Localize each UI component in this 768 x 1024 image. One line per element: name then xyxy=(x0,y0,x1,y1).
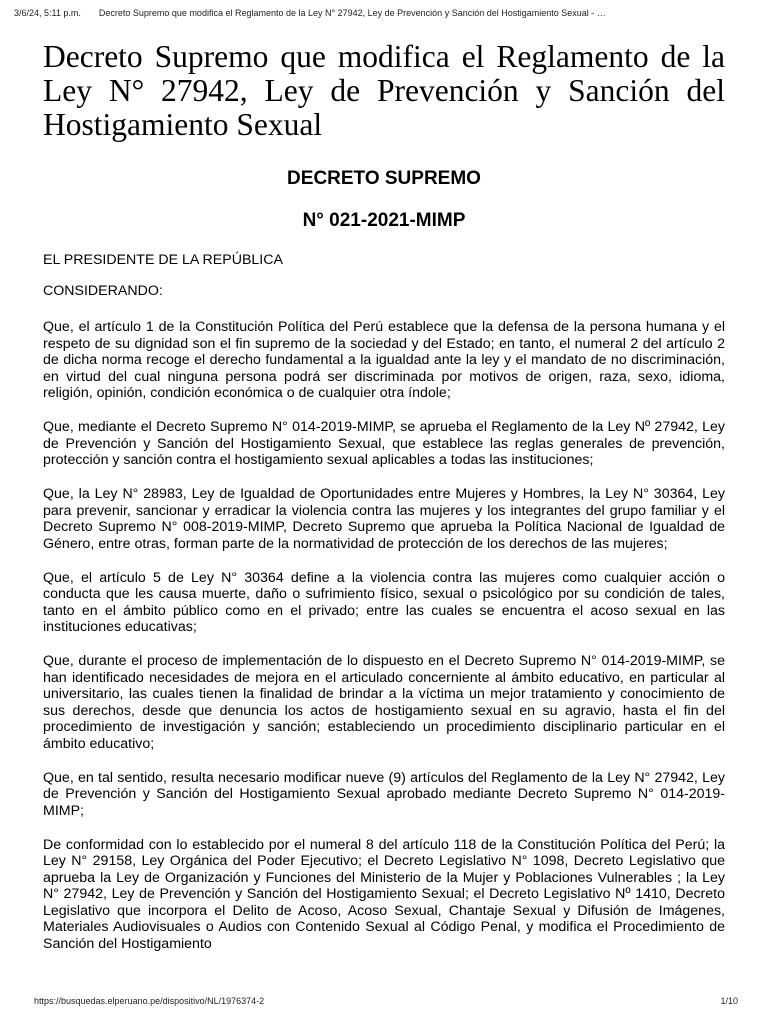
document-title: Decreto Supremo que modifica el Reglamento de la Ley N° 27942, Ley de Prevención y Sanción del Hostigamiento Sexual xyxy=(43,39,725,142)
considerando-heading: CONSIDERANDO: xyxy=(43,282,163,299)
document-body xyxy=(43,40,725,952)
paragraph: Que, durante el proceso de implementación de lo dispuesto en el Decreto Supremo N° 014-2019-MIMP, se han identificado necesidades de mejora en el articulado concerniente al ámbito educativo, en particular al universitario, las cuales tienen la finalidad de brindar a la víctima un mejor tratamiento y conocimiento de sus derechos, desde que denuncia los actos de hostigamiento sexual en su agravio, hasta el fin del procedimiento de investigación y sanción; estableciendo un procedimiento disciplinario particular en el ámbito educativo; xyxy=(43,653,725,752)
paragraph: Que, la Ley N° 28983, Ley de Igualdad de Oportunidades entre Mujeres y Hombres, la Ley N° 30364, Ley para prevenir, sancionar y erradicar la violencia contra las mujeres y los integrantes del grupo familiar y el Decreto Supremo N° 008-2019-MIMP, Decreto Supremo que aprueba la Política Nacional de Igualdad de Género, entre otras, forman parte de la normatividad de protección de los derechos de las mujeres; xyxy=(43,486,725,552)
page-url: https://busquedas.elperuano.pe/dispositivo/NL/1976374-2 xyxy=(34,996,265,1006)
paragraph: Que, el artículo 5 de Ley N° 30364 define a la violencia contra las mujeres como cualquier acción o conducta que les causa muerte, daño o sufrimiento físico, sexual o psicológico por su condición de tales, tanto en el ámbito público como en el privado; entre las cuales se encuentra el acoso sexual en las instituciones educativas; xyxy=(43,569,725,635)
president-line: EL PRESIDENTE DE LA REPÚBLICA xyxy=(43,252,283,268)
considerando-paragraphs xyxy=(43,319,725,952)
paragraph: Que, el artículo 1 de la Constitución Política del Perú establece que la defensa de la persona humana y el respeto de su dignidad son el fin supremo de la sociedad y del Estado; en tanto, el numeral 2 del artículo 2 de dicha norma recoge el derecho fundamental a la igualdad ante la ley y el mandato de no discriminación, en virtud del cual ninguna persona podrá ser discriminada por motivos de origen, raza, sexo, idioma, religión, opinión, condición económica o de cualquier otra índole; xyxy=(43,319,725,401)
print-footer xyxy=(34,996,738,1006)
print-header xyxy=(14,8,754,18)
print-datetime: 3/6/24, 5:11 p.m. xyxy=(14,8,81,18)
page-number: 1/10 xyxy=(720,996,738,1006)
paragraph: Que, mediante el Decreto Supremo N° 014-2019-MIMP, se aprueba el Reglamento de la Ley Nº 27942, Ley de Prevención y Sanción del Hostigamiento Sexual, que establece las reglas generales de prevención, protección y sanción contra el hostigamiento sexual aplicables a todas las instituciones; xyxy=(43,419,725,468)
paragraph: De conformidad con lo establecido por el numeral 8 del artículo 118 de la Constitución Política del Perú; la Ley N° 29158, Ley Orgánica del Poder Ejecutivo; el Decreto Legislativo N° 1098, Decreto Legislativo que aprueba la Ley de Organización y Funciones del Ministerio de la Mujer y Poblaciones Vulnerables ; la Ley N° 27942, Ley de Prevención y Sanción del Hostigamiento Sexual; el Decreto Legislativo Nº 1410, Decreto Legislativo que incorpora el Delito de Acoso, Acoso Sexual, Chantaje Sexual y Difusión de Imágenes, Materiales Audiovisuales o Audios con Contenido Sexual al Código Penal, y modifica el Procedimiento de Sanción del Hostigamiento xyxy=(43,836,725,952)
print-page-title: Decreto Supremo que modifica el Reglamento de la Ley N° 27942, Ley de Prevención y Sanción del Hostigamiento Sexual - … xyxy=(98,8,606,18)
decree-heading: DECRETO SUPREMO xyxy=(287,168,481,189)
decree-number: N° 021-2021-MIMP xyxy=(302,210,466,231)
paragraph: Que, en tal sentido, resulta necesario modificar nueve (9) artículos del Reglamento de la Ley N° 27942, Ley de Prevención y Sanción del Hostigamiento Sexual aprobado mediante Decreto Supremo N° 014-2019-MIMP; xyxy=(43,769,725,819)
